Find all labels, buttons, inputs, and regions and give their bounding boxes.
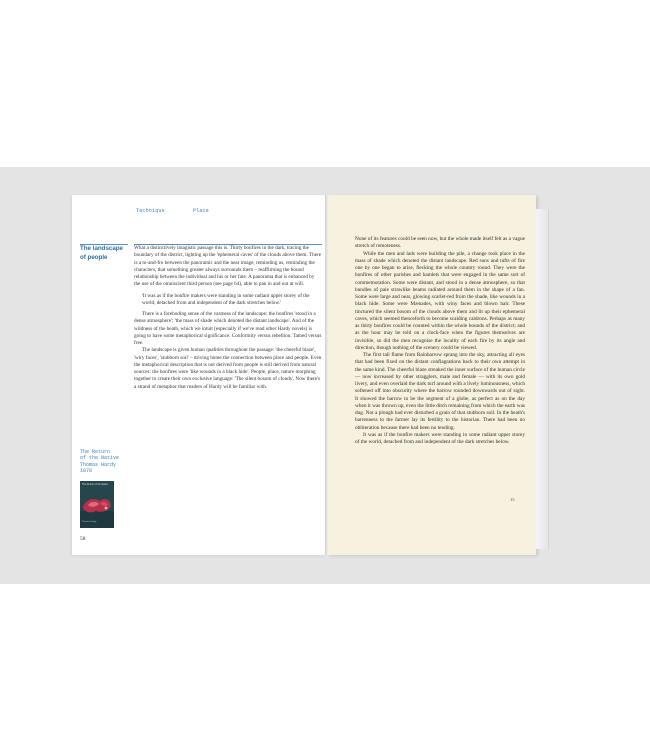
left-quote: 'It was as if the bonfire makers were standing in some radiant upper storey of the world, detached from and independent of the dark stretches below.' — [142, 292, 310, 306]
right-paragraph: While the men and lads were building the pile, a change took place in the mass of shade which denoted the distant landscape. Red suns and tufts of fire one by one began to arise, flecking the whole country round. They were the bonfires of other parishes and hamlets that were engaged in the same sort of commemoration. Some were distant, and stood in a dense atmosphere, so that bundles of pale strawlike beams radiated around them in the shape of a fan. Some were large and near, glowing scarlet-red from the shade, like wounds in a black hide. Some were Mænades, with winy faces and blown hair. These tinctured the silent bosom of the clouds above them and lit up their ephemeral caves, which seemed thenceforth to become scalding caldrons. Perhaps as many as thirty bonfires could be counted within the whole bounds of the district; and as the hour may be told on a clock-face when the figures themselves are invisible, so did the men recognise the locality of each fire by its angle and direction, though nothing of the scenery could be viewed. — [355, 250, 525, 351]
caption-line: Thomas Hardy — [80, 461, 117, 468]
open-book — [72, 195, 548, 555]
cover-title: The Return of the Native — [82, 483, 109, 486]
right-paragraph: It was as if the bonfire makers were standing in some radiant upper storey of the world, detached from and independent of the dark stretches below. — [355, 431, 525, 445]
caption-line: of the Native — [80, 455, 120, 462]
right-paragraph: None of its features could be seen now, but the whole made itself felt as a vague stretch of remoteness. — [355, 236, 525, 250]
left-paragraph: What a distinctively imagistic passage this is. Thirty bonfires in the dark, tracing the boundary of the district, lighting up the 'ephemeral caves' of the clouds above them. There is a to-and-fro between the panoramic and the near image, reminding us, reminding the characters, that something greater always surrounds them – reaffirming the bound relationship between the individual and his or her fate. A panorama that is enhanced by the use of the omniscient third person (see page 64), able to pan in and out at will. — [134, 245, 322, 288]
page-edges — [536, 209, 549, 549]
header-tab-place: Place — [193, 208, 210, 214]
page-number-left: 58 — [80, 536, 86, 542]
header-tab-technique: Technique — [136, 208, 165, 214]
right-page-body — [355, 236, 525, 446]
page-number-right: 15 — [510, 497, 515, 502]
cover-author: Thomas Hardy — [82, 521, 97, 523]
book-cover-image — [80, 481, 114, 528]
left-page — [72, 195, 326, 555]
caption-line: The Return — [80, 449, 111, 455]
section-title: The landscape of people — [80, 245, 123, 261]
left-page-body — [134, 245, 322, 391]
left-paragraph: The landscape is given human qualities throughout the passage: 'the cheerful blaze', 'wiry faces', 'stubborn soil' – driving home the connection between place and people. Even the metaphorical description that is not derived from people is still derived from natural sources: the bonfires were 'like wounds in a black hide'. People, place, nature morphing together to create their own exclusive language: 'The silent bosom of clouds'. Now there's a strand of metaphor that readers of Hardy will be familiar with. — [134, 347, 322, 390]
book-caption — [80, 449, 128, 474]
right-page — [328, 195, 536, 555]
left-paragraph: There is a foreboding sense of the vastness of the landscape: the bonfires 'stood in a dense atmosphere'; 'the mass of shade which denoted the distant landscape'. And of the wildness of the heath, which we intuit (especially if we've read other Hardy novels) is going to have some metaphorical significance. Conformity versus rebellion. Tamed versus free. — [134, 311, 322, 346]
right-paragraph: The first tall flame from Rainbarrow sprang into the sky, attracting all eyes that had been fixed on the distant conflagrations back to their own attempt in the same kind. The cheerful blaze streaked the inner surface of the human circle — now increased by other stragglers, male and female — with its own gold livery, and even overlaid the dark turf around with a lively luminousness, which softened off into obscurity where the barrow rounded downwards out of sight. It showed the barrow to be the segment of a globe, as perfect as on the day when it was thrown up, even the little ditch remaining from which the earth was dug. Not a plough had ever disturbed a grain of that stubborn soil. In the heath's barrenness to the farmer lay its fertility to the historian. There had been no obliteration because there had been no tending. — [355, 352, 525, 431]
caption-line: 1878 — [80, 467, 93, 474]
